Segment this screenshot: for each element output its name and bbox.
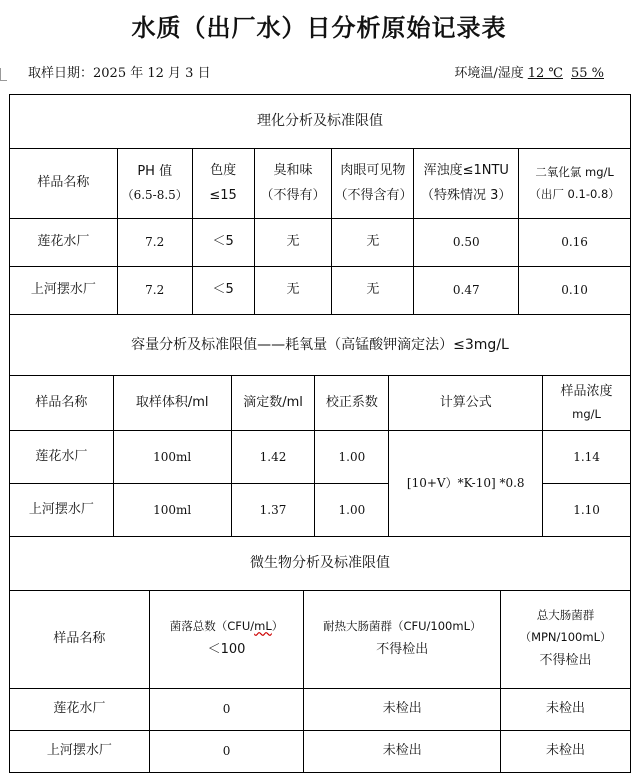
table-row <box>10 267 631 315</box>
color-limit: ≤15 <box>209 187 237 203</box>
thermo-value: 未检出 <box>304 731 501 773</box>
row-sample-name: 上河摆水厂 <box>10 484 114 537</box>
header-total <box>501 591 631 689</box>
chlorine-value: 0.10 <box>519 267 631 315</box>
row-sample-name: 莲花水厂 <box>10 219 118 267</box>
environment-label: 环境温/湿度 <box>454 66 524 81</box>
total-value: 未检出 <box>501 731 631 773</box>
header-turbidity <box>414 149 519 219</box>
thermo-value: 未检出 <box>304 689 501 731</box>
visible-value: 无 <box>332 267 414 315</box>
volume-value: 100ml <box>113 484 231 537</box>
header-titration: 滴定数/ml <box>231 376 315 431</box>
table-row <box>10 431 631 484</box>
turbidity-value: 0.50 <box>414 219 519 267</box>
table-row <box>10 219 631 267</box>
colony-value: 0 <box>149 731 304 773</box>
physchem-section-title: 理化分析及标准限值 <box>10 95 631 149</box>
micro-section-title: 微生物分析及标准限值 <box>10 537 631 591</box>
sample-date-label: 取样日期： <box>28 66 94 81</box>
header-concentration <box>543 376 631 431</box>
visible-value: 无 <box>332 219 414 267</box>
oxygen-section-title: 容量分析及标准限值——耗氧量（高锰酸钾滴定法）≤3mg/L <box>10 315 631 376</box>
header-odor <box>254 149 332 219</box>
concentration-unit: mg/L <box>572 407 601 422</box>
volume-value: 100ml <box>113 431 231 484</box>
visible-label: 肉眼可见物 <box>340 162 406 178</box>
header-thermo <box>304 591 501 689</box>
turbidity-note: （特殊情况 3） <box>421 187 512 203</box>
row-sample-name: 莲花水厂 <box>10 689 150 731</box>
humidity-value: 55 % <box>570 66 604 81</box>
physchem-table <box>9 94 631 315</box>
color-value: ＜5 <box>192 267 254 315</box>
header-chlorine <box>519 149 631 219</box>
header-ph <box>117 149 192 219</box>
sample-date-line <box>28 62 211 81</box>
environment-line <box>454 62 608 81</box>
colony-label-pre: 菌落总数（CFU/ <box>169 619 255 634</box>
row-sample-name: 上河摆水厂 <box>10 731 150 773</box>
colony-label-post: ） <box>271 619 284 634</box>
thermo-label: 耐热大肠菌群（CFU/100mL） <box>322 619 482 634</box>
ph-limit: （6.5-8.5） <box>121 188 188 203</box>
header-sample-name: 样品名称 <box>10 591 150 689</box>
colony-label <box>152 616 302 638</box>
header-colony <box>149 591 304 689</box>
total-limit: 不得检出 <box>539 653 592 668</box>
concentration-label: 样品浓度 <box>560 383 613 399</box>
odor-label: 臭和味 <box>273 162 313 178</box>
titration-value: 1.37 <box>231 484 315 537</box>
color-label: 色度 <box>210 162 237 178</box>
header-volume: 取样体积/ml <box>113 376 231 431</box>
concentration-value: 1.10 <box>543 484 631 537</box>
document-title: 水质（出厂水）日分析原始记录表 <box>131 13 507 42</box>
table-row <box>10 731 631 773</box>
header-formula: 计算公式 <box>389 376 543 431</box>
chlorine-limit: （出厂 0.1-0.8） <box>529 186 620 201</box>
ph-value: 7.2 <box>117 219 192 267</box>
color-value: ＜5 <box>192 219 254 267</box>
odor-value: 无 <box>254 219 332 267</box>
turbidity-label: 浑浊度≤1NTU <box>423 162 509 178</box>
factor-value: 1.00 <box>315 484 389 537</box>
thermo-limit: 不得检出 <box>376 642 429 658</box>
visible-limit: （不得含有） <box>334 187 413 203</box>
factor-value: 1.00 <box>315 431 389 484</box>
odor-limit: （不得有） <box>260 187 326 203</box>
temperature-value: 12 ℃ <box>527 66 563 81</box>
table-row <box>10 689 631 731</box>
row-sample-name: 莲花水厂 <box>10 431 114 484</box>
colony-value: 0 <box>149 689 304 731</box>
ph-label: PH 值 <box>137 163 173 179</box>
colony-limit: ＜100 <box>207 642 246 658</box>
micro-table <box>9 536 631 773</box>
row-sample-name: 上河摆水厂 <box>10 267 118 315</box>
titration-value: 1.42 <box>231 431 315 484</box>
sample-date-value: 2025 年 12 月 3 日 <box>93 66 211 81</box>
turbidity-value: 0.47 <box>414 267 519 315</box>
formula-value: [10+V）*K-10] *0.8 <box>389 431 543 537</box>
total-unit: （MPN/100mL） <box>519 630 612 645</box>
oxygen-table <box>9 314 631 537</box>
header-visible <box>332 149 414 219</box>
colony-label-unit: mL <box>254 619 272 634</box>
margin-marker <box>0 68 7 81</box>
header-color <box>192 149 254 219</box>
ph-value: 7.2 <box>117 267 192 315</box>
concentration-value: 1.14 <box>543 431 631 484</box>
total-label: 总大肠菌群 <box>536 608 595 623</box>
header-sample-name: 样品名称 <box>10 149 118 219</box>
odor-value: 无 <box>254 267 332 315</box>
total-value: 未检出 <box>501 689 631 731</box>
chlorine-label: 二氧化氯 mg/L <box>535 164 614 179</box>
header-factor: 校正系数 <box>315 376 389 431</box>
header-sample-name: 样品名称 <box>10 376 114 431</box>
chlorine-value: 0.16 <box>519 219 631 267</box>
